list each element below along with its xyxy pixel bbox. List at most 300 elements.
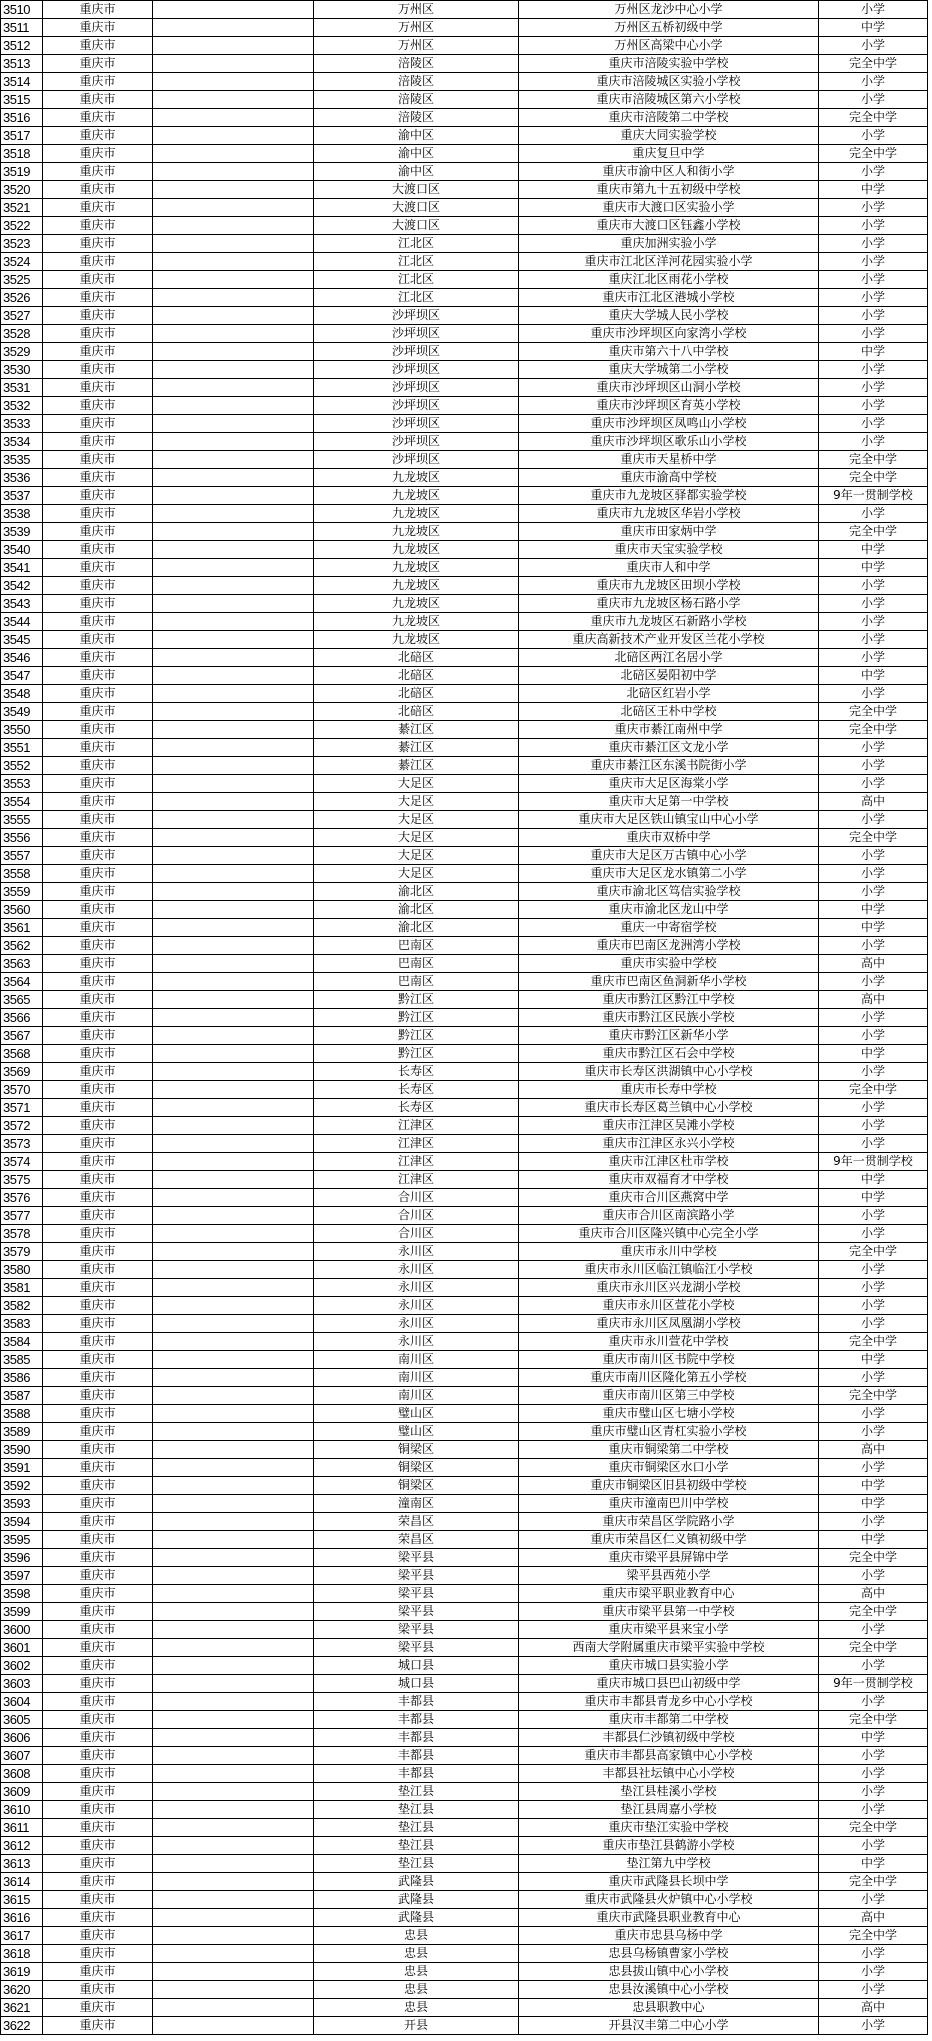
school-type-cell: 小学 [819,1981,928,1999]
school-name-cell: 重庆市江北区港城小学校 [519,289,819,307]
row-number-cell: 3620 [1,1981,43,1999]
empty-cell [153,523,314,541]
city-cell: 重庆市 [43,325,153,343]
empty-cell [153,1387,314,1405]
city-cell: 重庆市 [43,19,153,37]
school-name-cell: 重庆市双桥中学 [519,829,819,847]
row-number-cell: 3576 [1,1189,43,1207]
row-number-cell: 3608 [1,1765,43,1783]
city-cell: 重庆市 [43,1711,153,1729]
school-name-cell: 重庆市长寿区葛兰镇中心小学校 [519,1099,819,1117]
school-name-cell: 重庆市大足区铁山镇宝山中心小学 [519,811,819,829]
district-cell: 九龙坡区 [314,541,519,559]
district-cell: 垫江县 [314,1855,519,1873]
row-number-cell: 3546 [1,649,43,667]
table-row [1,1729,928,1747]
city-cell: 重庆市 [43,1855,153,1873]
empty-cell [153,397,314,415]
school-name-cell: 万州区高梁中心小学 [519,37,819,55]
district-cell: 南川区 [314,1369,519,1387]
table-row [1,289,928,307]
school-name-cell: 重庆市黔江区石会中学校 [519,1045,819,1063]
city-cell: 重庆市 [43,757,153,775]
empty-cell [153,1063,314,1081]
row-number-cell: 3565 [1,991,43,1009]
city-cell: 重庆市 [43,1135,153,1153]
school-name-cell: 垫江县桂溪小学校 [519,1783,819,1801]
table-row [1,1873,928,1891]
city-cell: 重庆市 [43,307,153,325]
empty-cell [153,559,314,577]
district-cell: 铜梁区 [314,1441,519,1459]
row-number-cell: 3611 [1,1819,43,1837]
empty-cell [153,1747,314,1765]
district-cell: 梁平县 [314,1585,519,1603]
empty-cell [153,973,314,991]
row-number-cell: 3520 [1,181,43,199]
empty-cell [153,451,314,469]
school-type-cell: 完全中学 [819,1387,928,1405]
school-type-cell: 小学 [819,685,928,703]
school-name-cell: 重庆市沙坪坝区向家湾小学校 [519,325,819,343]
school-type-cell: 中学 [819,1171,928,1189]
school-type-cell: 完全中学 [819,1549,928,1567]
empty-cell [153,1441,314,1459]
empty-cell [153,1621,314,1639]
table-row [1,1783,928,1801]
table-row [1,199,928,217]
table-row [1,1405,928,1423]
district-cell: 江津区 [314,1135,519,1153]
school-type-cell: 小学 [819,973,928,991]
school-type-cell: 小学 [819,577,928,595]
district-cell: 铜梁区 [314,1477,519,1495]
school-type-cell: 高中 [819,1909,928,1927]
table-row [1,559,928,577]
school-name-cell: 重庆市永川区兴龙湖小学校 [519,1279,819,1297]
row-number-cell: 3568 [1,1045,43,1063]
city-cell: 重庆市 [43,487,153,505]
school-name-cell: 重庆市丰都县青龙乡中心小学校 [519,1693,819,1711]
district-cell: 九龙坡区 [314,613,519,631]
district-cell: 渝中区 [314,163,519,181]
school-name-cell: 重庆市江津区永兴小学校 [519,1135,819,1153]
school-type-cell: 9年一贯制学校 [819,1153,928,1171]
city-cell: 重庆市 [43,919,153,937]
city-cell: 重庆市 [43,559,153,577]
district-cell: 忠县 [314,1981,519,1999]
table-row [1,901,928,919]
district-cell: 大足区 [314,865,519,883]
empty-cell [153,1891,314,1909]
school-name-cell: 重庆市合川区燕窝中学 [519,1189,819,1207]
city-cell: 重庆市 [43,793,153,811]
empty-cell [153,1927,314,1945]
school-name-cell: 重庆市沙坪坝区育英小学校 [519,397,819,415]
city-cell: 重庆市 [43,1567,153,1585]
empty-cell [153,1873,314,1891]
school-type-cell: 小学 [819,1009,928,1027]
city-cell: 重庆市 [43,361,153,379]
table-row [1,361,928,379]
empty-cell [153,775,314,793]
school-name-cell: 重庆大学城第二小学校 [519,361,819,379]
school-type-cell: 小学 [819,415,928,433]
school-name-cell: 重庆大学城人民小学校 [519,307,819,325]
school-name-cell: 重庆市铜梁区旧县初级中学校 [519,1477,819,1495]
district-cell: 垫江县 [314,1783,519,1801]
school-type-cell: 小学 [819,1459,928,1477]
school-name-cell: 梁平县西苑小学 [519,1567,819,1585]
district-cell: 九龙坡区 [314,469,519,487]
row-number-cell: 3532 [1,397,43,415]
school-type-cell: 高中 [819,1441,928,1459]
empty-cell [153,1423,314,1441]
district-cell: 丰都县 [314,1747,519,1765]
city-cell: 重庆市 [43,1621,153,1639]
empty-cell [153,1171,314,1189]
city-cell: 重庆市 [43,847,153,865]
city-cell: 重庆市 [43,901,153,919]
row-number-cell: 3519 [1,163,43,181]
empty-cell [153,757,314,775]
school-type-cell: 小学 [819,433,928,451]
table-row [1,991,928,1009]
table-row [1,1963,928,1981]
table-row [1,379,928,397]
school-name-cell: 重庆市武隆县长坝中学 [519,1873,819,1891]
empty-cell [153,73,314,91]
district-cell: 铜梁区 [314,1459,519,1477]
table-row [1,217,928,235]
empty-cell [153,1981,314,1999]
city-cell: 重庆市 [43,1459,153,1477]
district-cell: 沙坪坝区 [314,415,519,433]
empty-cell [153,667,314,685]
school-name-cell: 重庆市渝北区笃信实验学校 [519,883,819,901]
city-cell: 重庆市 [43,775,153,793]
city-cell: 重庆市 [43,1369,153,1387]
district-cell: 渝中区 [314,127,519,145]
table-row [1,145,928,163]
city-cell: 重庆市 [43,613,153,631]
district-cell: 綦江区 [314,721,519,739]
empty-cell [153,1243,314,1261]
city-cell: 重庆市 [43,1423,153,1441]
empty-cell [153,415,314,433]
school-type-cell: 小学 [819,811,928,829]
school-name-cell: 万州区龙沙中心小学 [519,1,819,19]
school-type-cell: 小学 [819,847,928,865]
school-type-cell: 完全中学 [819,1639,928,1657]
district-cell: 綦江区 [314,757,519,775]
district-cell: 黔江区 [314,1045,519,1063]
empty-cell [153,1711,314,1729]
empty-cell [153,1963,314,1981]
table-row [1,1225,928,1243]
school-type-cell: 小学 [819,217,928,235]
empty-cell [153,1513,314,1531]
table-row [1,1747,928,1765]
school-name-cell: 重庆市永川区萱花小学校 [519,1297,819,1315]
empty-cell [153,1333,314,1351]
table-row [1,973,928,991]
row-number-cell: 3558 [1,865,43,883]
school-type-cell: 小学 [819,1207,928,1225]
table-row [1,73,928,91]
city-cell: 重庆市 [43,1,153,19]
table-row [1,1513,928,1531]
row-number-cell: 3597 [1,1567,43,1585]
school-type-cell: 小学 [819,613,928,631]
city-cell: 重庆市 [43,739,153,757]
table-row [1,271,928,289]
row-number-cell: 3600 [1,1621,43,1639]
school-name-cell: 重庆市梁平县第一中学校 [519,1603,819,1621]
district-cell: 北碚区 [314,703,519,721]
row-number-cell: 3596 [1,1549,43,1567]
city-cell: 重庆市 [43,1063,153,1081]
row-number-cell: 3537 [1,487,43,505]
school-name-cell: 重庆市第九十五初级中学校 [519,181,819,199]
city-cell: 重庆市 [43,1657,153,1675]
district-cell: 九龙坡区 [314,631,519,649]
city-cell: 重庆市 [43,1351,153,1369]
city-cell: 重庆市 [43,1837,153,1855]
table-row [1,883,928,901]
school-name-cell: 重庆市璧山区青杠实验小学校 [519,1423,819,1441]
district-cell: 綦江区 [314,739,519,757]
school-name-cell: 重庆市城口县巴山初级中学 [519,1675,819,1693]
district-cell: 万州区 [314,19,519,37]
city-cell: 重庆市 [43,667,153,685]
empty-cell [153,379,314,397]
city-cell: 重庆市 [43,1819,153,1837]
district-cell: 合川区 [314,1207,519,1225]
city-cell: 重庆市 [43,811,153,829]
table-row [1,1891,928,1909]
district-cell: 江北区 [314,253,519,271]
district-cell: 九龙坡区 [314,559,519,577]
table-row [1,109,928,127]
empty-cell [153,55,314,73]
row-number-cell: 3589 [1,1423,43,1441]
district-cell: 长寿区 [314,1063,519,1081]
school-type-cell: 完全中学 [819,145,928,163]
school-type-cell: 中学 [819,541,928,559]
empty-cell [153,847,314,865]
city-cell: 重庆市 [43,1153,153,1171]
table-row [1,1297,928,1315]
empty-cell [153,1135,314,1153]
district-cell: 沙坪坝区 [314,307,519,325]
city-cell: 重庆市 [43,631,153,649]
school-name-cell: 重庆市九龙坡区华岩小学校 [519,505,819,523]
empty-cell [153,37,314,55]
school-type-cell: 小学 [819,631,928,649]
district-cell: 沙坪坝区 [314,433,519,451]
district-cell: 永川区 [314,1333,519,1351]
table-row [1,37,928,55]
city-cell: 重庆市 [43,1927,153,1945]
table-row [1,1819,928,1837]
empty-cell [153,91,314,109]
row-number-cell: 3551 [1,739,43,757]
district-cell: 丰都县 [314,1711,519,1729]
table-row [1,1837,928,1855]
empty-cell [153,181,314,199]
empty-cell [153,1855,314,1873]
school-type-cell: 小学 [819,91,928,109]
city-cell: 重庆市 [43,991,153,1009]
school-type-cell: 小学 [819,73,928,91]
table-row [1,577,928,595]
table-row [1,1765,928,1783]
empty-cell [153,613,314,631]
district-cell: 九龙坡区 [314,595,519,613]
empty-cell [153,919,314,937]
district-cell: 璧山区 [314,1423,519,1441]
school-type-cell: 小学 [819,1765,928,1783]
district-cell: 沙坪坝区 [314,451,519,469]
row-number-cell: 3599 [1,1603,43,1621]
table-body [1,1,928,2035]
empty-cell [153,1351,314,1369]
school-type-cell: 中学 [819,181,928,199]
table-row [1,433,928,451]
row-number-cell: 3601 [1,1639,43,1657]
empty-cell [153,1099,314,1117]
table-row [1,1369,928,1387]
school-type-cell: 小学 [819,1261,928,1279]
school-type-cell: 小学 [819,739,928,757]
district-cell: 涪陵区 [314,91,519,109]
district-cell: 长寿区 [314,1081,519,1099]
city-cell: 重庆市 [43,577,153,595]
school-type-cell: 小学 [819,1423,928,1441]
school-name-cell: 重庆市双福育才中学校 [519,1171,819,1189]
district-cell: 北碚区 [314,667,519,685]
district-cell: 大足区 [314,829,519,847]
empty-cell [153,235,314,253]
empty-cell [153,199,314,217]
school-name-cell: 重庆市九龙坡区杨石路小学 [519,595,819,613]
empty-cell [153,1225,314,1243]
school-type-cell: 完全中学 [819,1819,928,1837]
table-row [1,541,928,559]
table-row [1,1459,928,1477]
row-number-cell: 3524 [1,253,43,271]
table-row [1,1945,928,1963]
table-row [1,1153,928,1171]
row-number-cell: 3525 [1,271,43,289]
district-cell: 南川区 [314,1351,519,1369]
school-name-cell: 重庆市丰都第二中学校 [519,1711,819,1729]
school-name-cell: 重庆市沙坪坝区山洞小学校 [519,379,819,397]
school-name-cell: 重庆市九龙坡区石新路小学校 [519,613,819,631]
empty-cell [153,1909,314,1927]
school-type-cell: 小学 [819,361,928,379]
empty-cell [153,1945,314,1963]
city-cell: 重庆市 [43,1297,153,1315]
school-type-cell: 完全中学 [819,469,928,487]
table-row [1,829,928,847]
table-row [1,397,928,415]
school-name-cell: 重庆高新技术产业开发区兰花小学校 [519,631,819,649]
row-number-cell: 3615 [1,1891,43,1909]
table-row [1,775,928,793]
table-row [1,1549,928,1567]
school-type-cell: 小学 [819,397,928,415]
school-name-cell: 重庆市合川区隆兴镇中心完全小学 [519,1225,819,1243]
district-cell: 渝北区 [314,883,519,901]
table-row [1,847,928,865]
city-cell: 重庆市 [43,343,153,361]
empty-cell [153,1117,314,1135]
district-cell: 梁平县 [314,1621,519,1639]
district-cell: 丰都县 [314,1729,519,1747]
city-cell: 重庆市 [43,1261,153,1279]
row-number-cell: 3583 [1,1315,43,1333]
table-row [1,1927,928,1945]
district-cell: 江津区 [314,1117,519,1135]
school-type-cell: 小学 [819,1693,928,1711]
district-cell: 巴南区 [314,973,519,991]
empty-cell [153,1837,314,1855]
row-number-cell: 3617 [1,1927,43,1945]
school-name-cell: 重庆市九龙坡区田坝小学校 [519,577,819,595]
school-name-cell: 重庆市合川区南滨路小学 [519,1207,819,1225]
city-cell: 重庆市 [43,595,153,613]
school-name-cell: 丰都县仁沙镇初级中学校 [519,1729,819,1747]
row-number-cell: 3598 [1,1585,43,1603]
row-number-cell: 3528 [1,325,43,343]
empty-cell [153,433,314,451]
empty-cell [153,649,314,667]
table-row [1,667,928,685]
school-type-cell: 9年一贯制学校 [819,487,928,505]
city-cell: 重庆市 [43,271,153,289]
table-row [1,91,928,109]
row-number-cell: 3578 [1,1225,43,1243]
school-name-cell: 重庆市永川区临江镇临江小学校 [519,1261,819,1279]
district-cell: 渝北区 [314,919,519,937]
table-row [1,235,928,253]
table-row [1,253,928,271]
table-row [1,1099,928,1117]
school-type-cell: 中学 [819,1855,928,1873]
school-type-cell: 中学 [819,343,928,361]
row-number-cell: 3521 [1,199,43,217]
empty-cell [153,883,314,901]
school-name-cell: 重庆复旦中学 [519,145,819,163]
district-cell: 潼南区 [314,1495,519,1513]
city-cell: 重庆市 [43,253,153,271]
city-cell: 重庆市 [43,955,153,973]
row-number-cell: 3517 [1,127,43,145]
empty-cell [153,1045,314,1063]
school-name-cell: 重庆市綦江南州中学 [519,721,819,739]
school-type-cell: 完全中学 [819,1081,928,1099]
city-cell: 重庆市 [43,55,153,73]
empty-cell [153,1693,314,1711]
city-cell: 重庆市 [43,451,153,469]
school-type-cell: 小学 [819,127,928,145]
district-cell: 梁平县 [314,1603,519,1621]
table-row [1,1999,928,2017]
empty-cell [153,1405,314,1423]
district-cell: 永川区 [314,1297,519,1315]
